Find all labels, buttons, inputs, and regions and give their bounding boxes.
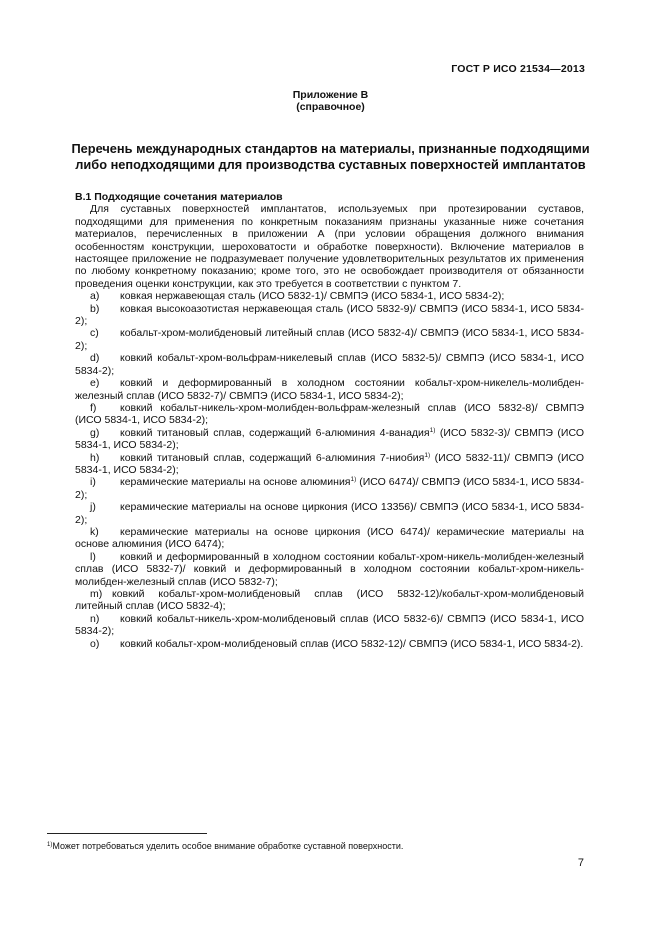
annex-subtitle: (справочное) [296, 101, 365, 113]
list-item-text: ковкий титановый сплав, содержащий 6-алюминия 4-ванадия [120, 426, 430, 439]
list-item [75, 427, 584, 452]
document-code: ГОСТ Р ИСО 21534—2013 [451, 63, 585, 75]
list-item-text: керамические материалы на основе циркония (ИСО 13356)/ СВМПЭ (ИСО 5834-1, ИСО 5834-2); [75, 501, 584, 526]
list-marker: a) [90, 290, 100, 303]
section-heading: В.1 Подходящие сочетания материалов [75, 191, 283, 203]
list-item [75, 613, 584, 638]
list-item [75, 638, 584, 650]
footnote-marker: 1) [47, 842, 53, 848]
list-item-text: ковкий кобальт-хром-молибденовый сплав (ИСО 5832-12)/ СВМПЭ (ИСО 5834-1, ИСО 5834-2). [120, 637, 584, 650]
annex-title: Приложение В [292, 89, 369, 101]
list-marker: d) [90, 352, 100, 365]
list-item [75, 290, 584, 302]
footnote-divider [47, 833, 207, 834]
list-marker: j) [90, 501, 96, 514]
list-item-text: ковкий кобальт-хром-молибденовый сплав (ИСО 5832-12)/кобальт-хром-молибденовый литейный сплав (ИСО 5832-4); [75, 588, 584, 613]
list-item-text: ковкий кобальт-никель-хром-молибденовый сплав (ИСО 5832-6)/ СВМПЭ (ИСО 5834-1, ИСО 5834-2); [75, 612, 584, 638]
section-content [75, 191, 584, 650]
list-marker: l) [90, 550, 96, 563]
list-marker: g) [90, 426, 100, 439]
page-number: 7 [577, 857, 584, 869]
list-marker: f) [90, 401, 97, 414]
list-item-text: (ИСО 5832-3)/ СВМПЭ (ИСО 5834-1, ИСО 5834-2); [75, 426, 584, 452]
footnote-text: Может потребоваться уделить особое внимание обработке суставной поверхности. [52, 841, 404, 851]
list-item-text: ковкая высокоазотистая нержавеющая сталь (ИСО 5832-9)/ СВМПЭ (ИСО 5834-1, ИСО 5834-2); [75, 302, 584, 328]
list-marker: o) [90, 637, 100, 650]
intro-paragraph: Для суставных поверхностей имплантатов, используемых при протезировании суставов, подходящими для применения по конкретным показаниям признаны указанные ниже сочетания материалов, перечисленных в приложении А (при условии обращения должного внимания особенностям конструкции, шероховатости и обработке поверхности). Включение материалов в настоящее приложение не подразумевает получение удовлетворительных результатов их применения по любому конкретному показанию; кроме того, это не освобождает производителя от обязанности проведения оценки конструкции, как это требуется в соответствии с пунктом 7. [75, 203, 584, 290]
list-item [75, 551, 584, 588]
list-item-text: ковкий титановый сплав, содержащий 6-алюминия 7-ниобия [120, 451, 425, 464]
annex-heading [0, 89, 661, 113]
page-title: Перечень международных стандартов на материалы, признанные подходящими либо неподходящими для производства суставных поверхностей имплантатов [71, 141, 590, 172]
list-item-text: керамические материалы на основе алюминия [120, 476, 351, 489]
footnote-ref: 1) [429, 426, 436, 434]
list-item-text: ковкий кобальт-хром-вольфрам-никелевый сплав (ИСО 5832-5)/ СВМПЭ (ИСО 5834-1, ИСО 5834-2); [75, 352, 584, 377]
list-item [75, 501, 584, 526]
list-item [75, 588, 584, 613]
list-item [75, 327, 584, 352]
list-marker: n) [90, 612, 100, 625]
list-item-text: ковкая нержавеющая сталь (ИСО 5832-1)/ СВМПЭ (ИСО 5834-1, ИСО 5834-2); [120, 290, 505, 303]
list-item [75, 377, 584, 402]
list-marker: m) [90, 588, 103, 600]
list-marker: b) [90, 302, 100, 315]
list-item-text: (ИСО 6474)/ СВМПЭ (ИСО 5834-1, ИСО 5834-2); [75, 476, 584, 501]
list-item [75, 476, 584, 501]
list-item [75, 402, 584, 427]
list-marker: e) [90, 377, 100, 390]
list-item [75, 303, 584, 328]
list-marker: k) [90, 525, 99, 538]
list-item-text: ковкий и деформированный в холодном состоянии кобальт-хром-никель-молибден-железный сплав (ИСО 5832-7)/ ковкий и деформированный в холодном состоянии кобальт-хром-никель-молибден-железный сплав (ИСО 5832-7); [75, 550, 584, 588]
list-item-text: ковкий и деформированный в холодном состоянии кобальт-хром-никелель-молибден-железный сплав (ИСО 5832-7)/ СВМПЭ (ИСО 5834-1, ИСО 5834-2); [75, 377, 584, 402]
list-item-text: кобальт-хром-молибденовый литейный сплав (ИСО 5832-4)/ СВМПЭ (ИСО 5834-1, ИСО 5834-2); [75, 327, 584, 352]
list-item-text: ковкий кобальт-никель-хром-молибден-вольфрам-железный сплав (ИСО 5832-8)/ СВМПЭ (ИСО 5834-1, ИСО 5834-2); [75, 401, 584, 427]
list-item-text: (ИСО 5832-11)/ СВМПЭ (ИСО 5834-1, ИСО 5834-2); [75, 451, 585, 476]
list-marker: i) [90, 476, 96, 489]
footnote [47, 841, 607, 852]
list-item [75, 526, 584, 551]
footnote-ref: 1) [350, 476, 357, 484]
footnote-ref: 1) [424, 451, 431, 459]
list-item [75, 352, 584, 377]
list-item [75, 452, 584, 477]
list-item-text: керамические материалы на основе циркония (ИСО 6474)/ керамические материалы на основе алюминия (ИСО 6474); [75, 525, 584, 551]
list-marker: c) [90, 327, 99, 340]
list-marker: h) [90, 451, 100, 464]
